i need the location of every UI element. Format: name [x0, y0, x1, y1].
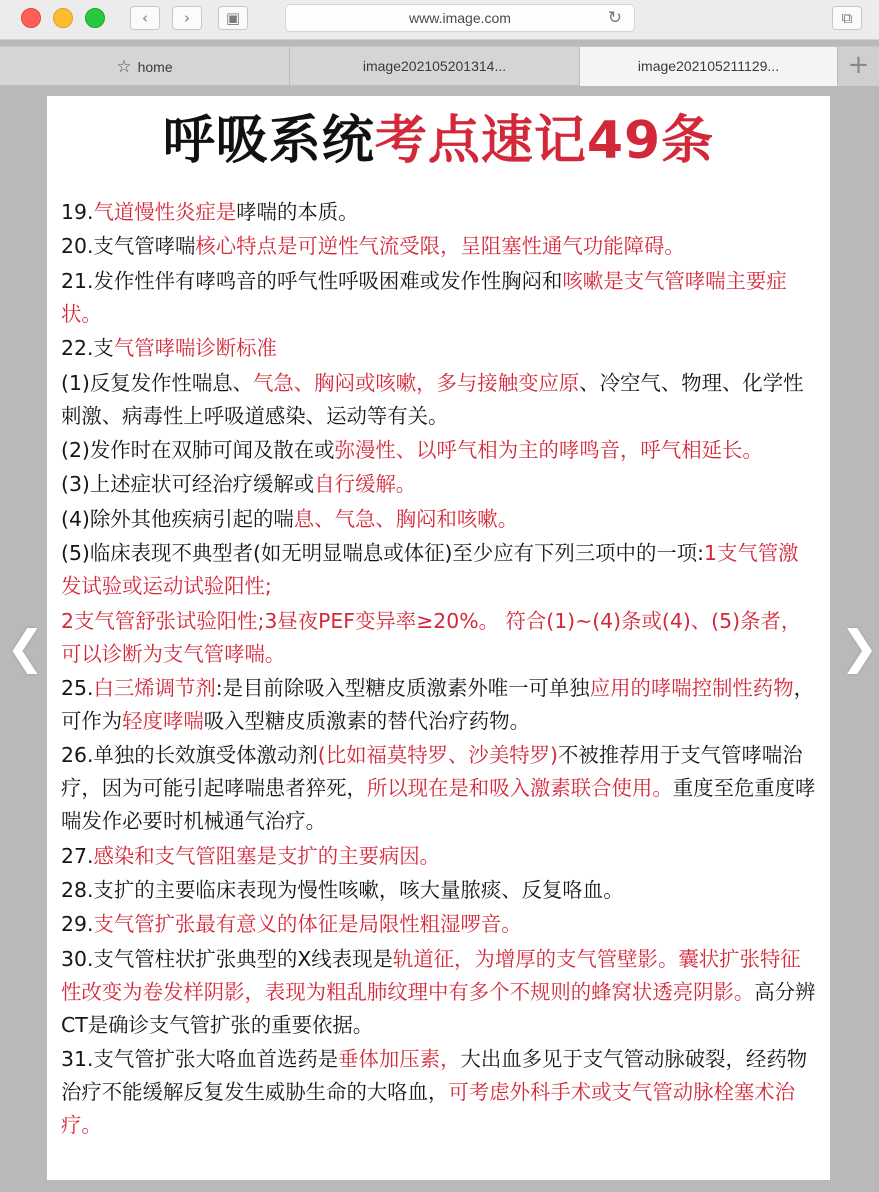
back-button[interactable]: [130, 6, 160, 30]
sidebar-toggle-button[interactable]: [218, 6, 248, 30]
paragraph: [61, 468, 818, 501]
paragraph: [61, 434, 818, 467]
next-image-arrow[interactable]: [840, 622, 879, 672]
body-text: 25.: [61, 675, 94, 700]
highlighted-text: 气急、胸闷或咳嗽，多与接触变应原: [253, 370, 580, 395]
body-text: ，可作为: [61, 675, 814, 733]
paragraph: [61, 332, 818, 365]
tab-image-2[interactable]: [580, 47, 838, 86]
body-text: 29.: [61, 912, 94, 937]
body-text: 20.支气管哮喘: [61, 234, 196, 259]
body-text: 22.支: [61, 336, 114, 361]
body-text: 30.支气管柱状扩张典型的X线表现是: [61, 946, 393, 971]
paragraph: [61, 874, 818, 907]
highlighted-text: 所以现在是和吸入激素联合使用。: [366, 776, 673, 801]
body-text: 吸入型糖皮质激素的替代治疗药物。: [203, 708, 530, 733]
address-bar[interactable]: [285, 4, 635, 32]
body-text: 重度至危重度哮喘发作必要时机械通气治疗。: [61, 776, 816, 834]
paragraph: [61, 1043, 818, 1142]
minimize-window-button[interactable]: [53, 8, 73, 28]
tabs-overview-button[interactable]: [832, 6, 862, 30]
body-text: 21.发作性伴有哮鸣音的呼气性呼吸困难或发作性胸闷和: [61, 268, 563, 293]
body-text: 、冷空气、物理、化学性刺激、病毒性上呼吸道感染、运动等有关。: [61, 370, 804, 428]
tabs-icon: ⧉: [841, 9, 853, 27]
paragraph: [61, 739, 818, 838]
body-text: 19.: [61, 200, 94, 224]
tab-home[interactable]: [0, 47, 290, 86]
tab-label: image202105201314...: [362, 58, 507, 74]
highlighted-text: 应用的哮喘控制性药物: [589, 675, 794, 700]
body-text: 哮喘的本质。: [236, 200, 359, 224]
body-text: 28.支扩的主要临床表现为慢性咳嗽，咳大量脓痰、反复咯血。: [61, 878, 624, 903]
tab-label: image202105211129...: [637, 58, 780, 74]
paragraph: [61, 503, 818, 536]
tab-label: home: [137, 59, 173, 75]
forward-button[interactable]: [172, 6, 202, 30]
highlighted-text: 弥漫性、以呼气相为主的哮鸣音，呼气相延长。: [334, 437, 763, 462]
body-text: 大出血多见于支气管动脉破裂，经药物治疗不能缓解反复发生威胁生命的大咯血，: [61, 1047, 808, 1105]
body-text: (1)反复发作性喘息、: [61, 370, 254, 395]
body-text: (2)发作时在双肺可闻及散在或: [61, 437, 335, 462]
paragraph: [61, 367, 818, 433]
zoom-window-button[interactable]: [85, 8, 105, 28]
document-page: [47, 96, 830, 1180]
highlighted-text: 息、气急、胸闷和咳嗽。: [293, 506, 519, 531]
paragraph: [61, 943, 818, 1042]
highlighted-text: 咳嗽是支气管哮喘主要症状。: [61, 268, 787, 326]
reload-icon[interactable]: ↻: [607, 8, 622, 28]
body-text: :是目前除吸入型糖皮质激素外唯一可单独: [215, 675, 590, 700]
body-text: 不被推荐用于支气管哮喘治疗，因为可能引起哮喘患者猝死，: [61, 743, 803, 801]
sidebar-icon: ▣: [225, 9, 241, 27]
body-text: 高分辨CT是确诊支气管扩张的重要依据。: [61, 979, 816, 1037]
chevron-right-icon: ❯: [840, 620, 879, 674]
star-icon: ☆: [116, 57, 132, 76]
highlighted-text: 感染和支气管阻塞是支扩的主要病因。: [93, 843, 441, 868]
highlighted-text: 轻度哮喘: [122, 708, 204, 733]
body-text: 27.: [61, 843, 94, 868]
highlighted-text: 1支气管激发试验或运动试验阳性;: [61, 541, 799, 599]
paragraph: [61, 840, 818, 873]
paragraph: [61, 908, 818, 941]
plus-icon: +: [847, 50, 870, 80]
highlighted-text: 气管哮喘诊断标准: [113, 336, 277, 361]
title-red-part: 考点速记49条: [374, 111, 715, 171]
body-text: (3)上述症状可经治疗缓解或: [61, 472, 315, 497]
highlighted-text: 支气管扩张最有意义的体征是局限性粗湿啰音。: [93, 912, 522, 937]
prev-image-arrow[interactable]: [6, 622, 45, 672]
highlighted-text: 2支气管舒张试验阳性;3昼夜PEF变异率≥20%。 符合(1)~(4)条或(4)、(5)条者，可以诊断为支气管哮喘。: [61, 608, 802, 666]
highlighted-text: 垂体加压素，: [338, 1047, 461, 1072]
chevron-left-icon: ‹: [142, 9, 148, 27]
document-body: [61, 196, 818, 1144]
chevron-right-icon: ›: [184, 9, 190, 27]
highlighted-text: 自行缓解。: [314, 472, 417, 497]
highlighted-text: 气道慢性炎症是: [93, 200, 237, 224]
new-tab-button[interactable]: [838, 47, 879, 86]
title-black-part: 呼吸系统: [162, 111, 375, 171]
close-window-button[interactable]: [21, 8, 41, 28]
body-text: 31.支气管扩张大咯血首选药是: [61, 1047, 339, 1072]
body-text: 26.单独的长效旗受体激动剂: [61, 743, 318, 768]
chevron-left-icon: ❮: [6, 620, 45, 674]
highlighted-text: 轨道征，为增厚的支气管壁影。囊状扩张特征性改变为卷发样阴影，表现为粗乱肺纹理中有多个不规则的蜂窝状透亮阴影。: [61, 946, 801, 1004]
body-text: (4)除外其他疾病引起的喘: [61, 506, 294, 531]
highlighted-text: 核心特点是可逆性气流受限，呈阻塞性通气功能障碍。: [195, 234, 685, 259]
paragraph: [61, 672, 818, 738]
highlighted-text: 可考虑外科手术或支气管动脉栓塞术治疗。: [61, 1080, 796, 1138]
highlighted-text: (比如福莫特罗、沙美特罗): [317, 743, 558, 768]
page-title: [47, 106, 830, 176]
url-text: www.image.com: [409, 10, 511, 26]
tab-image-1[interactable]: [290, 47, 580, 86]
paragraph: [61, 196, 818, 229]
browser-toolbar: [0, 0, 879, 40]
paragraph: [61, 605, 818, 671]
tab-bar: [0, 46, 879, 86]
paragraph: [61, 537, 818, 603]
body-text: (5)临床表现不典型者(如无明显喘息或体征)至少应有下列三项中的一项:: [61, 541, 704, 566]
paragraph: [61, 230, 818, 263]
highlighted-text: 白三烯调节剂: [93, 675, 216, 700]
paragraph: [61, 265, 818, 331]
